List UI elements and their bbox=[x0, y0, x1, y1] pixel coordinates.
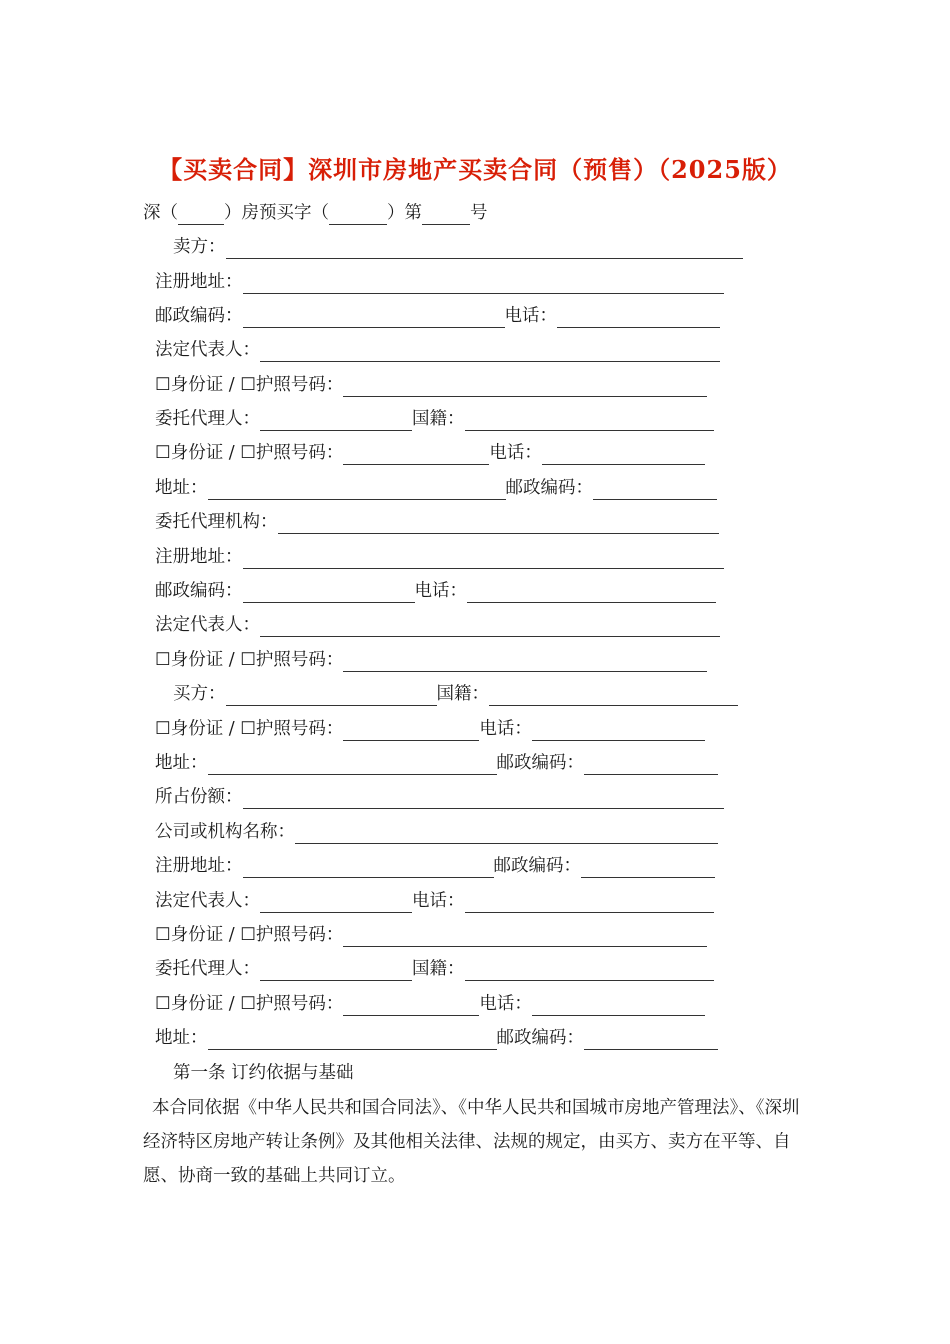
seller-label: 卖方： bbox=[173, 237, 226, 257]
field-label: 注册地址： bbox=[155, 272, 243, 292]
field-label: 国籍： bbox=[412, 409, 465, 429]
field-label: ☐身份证 / ☐护照号码： bbox=[155, 994, 344, 1014]
field-label: 邮政编码： bbox=[496, 753, 584, 773]
postcode-field[interactable] bbox=[584, 750, 718, 775]
agent-field[interactable] bbox=[260, 956, 412, 981]
field-label: 委托代理人： bbox=[155, 959, 260, 979]
nationality-field[interactable] bbox=[489, 681, 738, 706]
share-field[interactable] bbox=[243, 784, 724, 809]
buyer-legal-rep-id-line bbox=[155, 918, 707, 952]
field-label: 所占份额： bbox=[155, 787, 243, 807]
buyer-agent-line bbox=[155, 952, 714, 986]
field-label: 地址： bbox=[155, 753, 208, 773]
field-label: 注册地址： bbox=[155, 547, 243, 567]
field-label: 法定代表人： bbox=[155, 615, 260, 635]
article-1-heading: 第一条 订约依据与基础 bbox=[173, 1063, 354, 1083]
seller-field[interactable] bbox=[226, 234, 743, 259]
buyer-share-line bbox=[155, 780, 724, 814]
field-label: ☐身份证 / ☐护照号码： bbox=[155, 719, 344, 739]
phone-field[interactable] bbox=[467, 578, 716, 603]
postcode-field[interactable] bbox=[243, 303, 505, 328]
agency-id-line bbox=[155, 643, 707, 677]
field-label: 电话： bbox=[479, 994, 532, 1014]
phone-field[interactable] bbox=[542, 440, 705, 465]
buyer-company-line bbox=[155, 815, 718, 849]
postcode-field[interactable] bbox=[581, 853, 715, 878]
id-field[interactable] bbox=[343, 647, 707, 672]
agency-reg-address-line bbox=[155, 540, 724, 574]
field-label: ☐身份证 / ☐护照号码： bbox=[155, 443, 344, 463]
nationality-field[interactable] bbox=[465, 406, 714, 431]
legal-rep-field[interactable] bbox=[260, 612, 720, 637]
field-label: 电话： bbox=[489, 443, 542, 463]
buyer-id-line bbox=[155, 712, 705, 746]
seller-reg-address-line bbox=[155, 265, 724, 299]
field-label: 电话： bbox=[479, 719, 532, 739]
agency-postcode-line bbox=[155, 574, 716, 608]
field-label: 电话： bbox=[504, 306, 557, 326]
field-label: 邮政编码： bbox=[155, 581, 243, 601]
field-label: 地址： bbox=[155, 478, 208, 498]
buyer-address-line bbox=[155, 746, 718, 780]
field-label: ☐身份证 / ☐护照号码： bbox=[155, 925, 344, 945]
phone-field[interactable] bbox=[557, 303, 720, 328]
id-field[interactable] bbox=[343, 991, 479, 1016]
field-label: 电话： bbox=[412, 891, 465, 911]
field-label: ☐身份证 / ☐护照号码： bbox=[155, 375, 344, 395]
contract-no-mid: ）房预买字（ bbox=[224, 203, 329, 223]
address-field[interactable] bbox=[208, 475, 506, 500]
buyer-agent-id-line bbox=[155, 987, 705, 1021]
nationality-field[interactable] bbox=[465, 956, 714, 981]
buyer-agent-address-line bbox=[155, 1021, 718, 1055]
legal-rep-field[interactable] bbox=[260, 888, 412, 913]
contract-no-mid2: ）第 bbox=[387, 203, 422, 223]
id-field[interactable] bbox=[343, 922, 707, 947]
field-label: 邮政编码： bbox=[496, 1028, 584, 1048]
seller-postcode-line bbox=[155, 299, 720, 333]
phone-field[interactable] bbox=[532, 991, 705, 1016]
field-label: ☐身份证 / ☐护照号码： bbox=[155, 650, 344, 670]
field-label: 法定代表人： bbox=[155, 340, 260, 360]
postcode-field[interactable] bbox=[593, 475, 717, 500]
field-label: 委托代理机构： bbox=[155, 512, 278, 532]
buyer-line bbox=[173, 677, 738, 711]
buyer-reg-address-line bbox=[155, 849, 715, 883]
postcode-field[interactable] bbox=[584, 1025, 718, 1050]
field-label: 邮政编码： bbox=[493, 856, 581, 876]
company-field[interactable] bbox=[295, 819, 718, 844]
seller-address-line bbox=[155, 471, 717, 505]
field-label: 地址： bbox=[155, 1028, 208, 1048]
seller-line bbox=[173, 230, 743, 264]
agency-field[interactable] bbox=[278, 509, 719, 534]
document-title: 【买卖合同】深圳市房地产买卖合同（预售）（2025版） bbox=[158, 155, 792, 184]
id-field[interactable] bbox=[343, 716, 479, 741]
article-1-body: 本合同依据《中华人民共和国合同法》、《中华人民共和国城市房地产管理法》、《深圳经济特区房地产转让条例》及其他相关法律、法规的规定，由买方、卖方在平等、自愿、协商一致的基础上共同订立。 bbox=[143, 1098, 800, 1186]
seller-agent-id-line bbox=[155, 436, 705, 470]
field-label: 注册地址： bbox=[155, 856, 243, 876]
blank[interactable] bbox=[422, 200, 470, 225]
field-label: 电话： bbox=[414, 581, 467, 601]
agent-field[interactable] bbox=[260, 406, 412, 431]
address-field[interactable] bbox=[208, 1025, 497, 1050]
address-field[interactable] bbox=[208, 750, 497, 775]
blank[interactable] bbox=[329, 200, 387, 225]
seller-id-line bbox=[155, 368, 707, 402]
field-label: 邮政编码： bbox=[155, 306, 243, 326]
field-label: 委托代理人： bbox=[155, 409, 260, 429]
field-label: 国籍： bbox=[436, 684, 489, 704]
seller-legal-rep-line bbox=[155, 333, 720, 367]
reg-address-field[interactable] bbox=[243, 269, 724, 294]
contract-number-line bbox=[143, 196, 488, 230]
seller-agent-line bbox=[155, 402, 714, 436]
contract-no-prefix: 深（ bbox=[143, 203, 178, 223]
field-label: 邮政编码： bbox=[505, 478, 593, 498]
phone-field[interactable] bbox=[532, 716, 705, 741]
reg-address-field[interactable] bbox=[243, 544, 724, 569]
contract-no-suffix: 号 bbox=[470, 203, 488, 223]
reg-address-field[interactable] bbox=[243, 853, 494, 878]
buyer-label: 买方： bbox=[173, 684, 226, 704]
id-field[interactable] bbox=[343, 440, 489, 465]
postcode-field[interactable] bbox=[243, 578, 415, 603]
id-field[interactable] bbox=[343, 372, 707, 397]
phone-field[interactable] bbox=[465, 888, 714, 913]
agency-legal-rep-line bbox=[155, 608, 720, 642]
buyer-legal-rep-line bbox=[155, 884, 714, 918]
legal-rep-field[interactable] bbox=[260, 337, 720, 362]
field-label: 公司或机构名称： bbox=[155, 822, 295, 842]
field-label: 法定代表人： bbox=[155, 891, 260, 911]
seller-agency-line bbox=[155, 505, 719, 539]
blank[interactable] bbox=[178, 200, 224, 225]
field-label: 国籍： bbox=[412, 959, 465, 979]
buyer-field[interactable] bbox=[226, 681, 437, 706]
